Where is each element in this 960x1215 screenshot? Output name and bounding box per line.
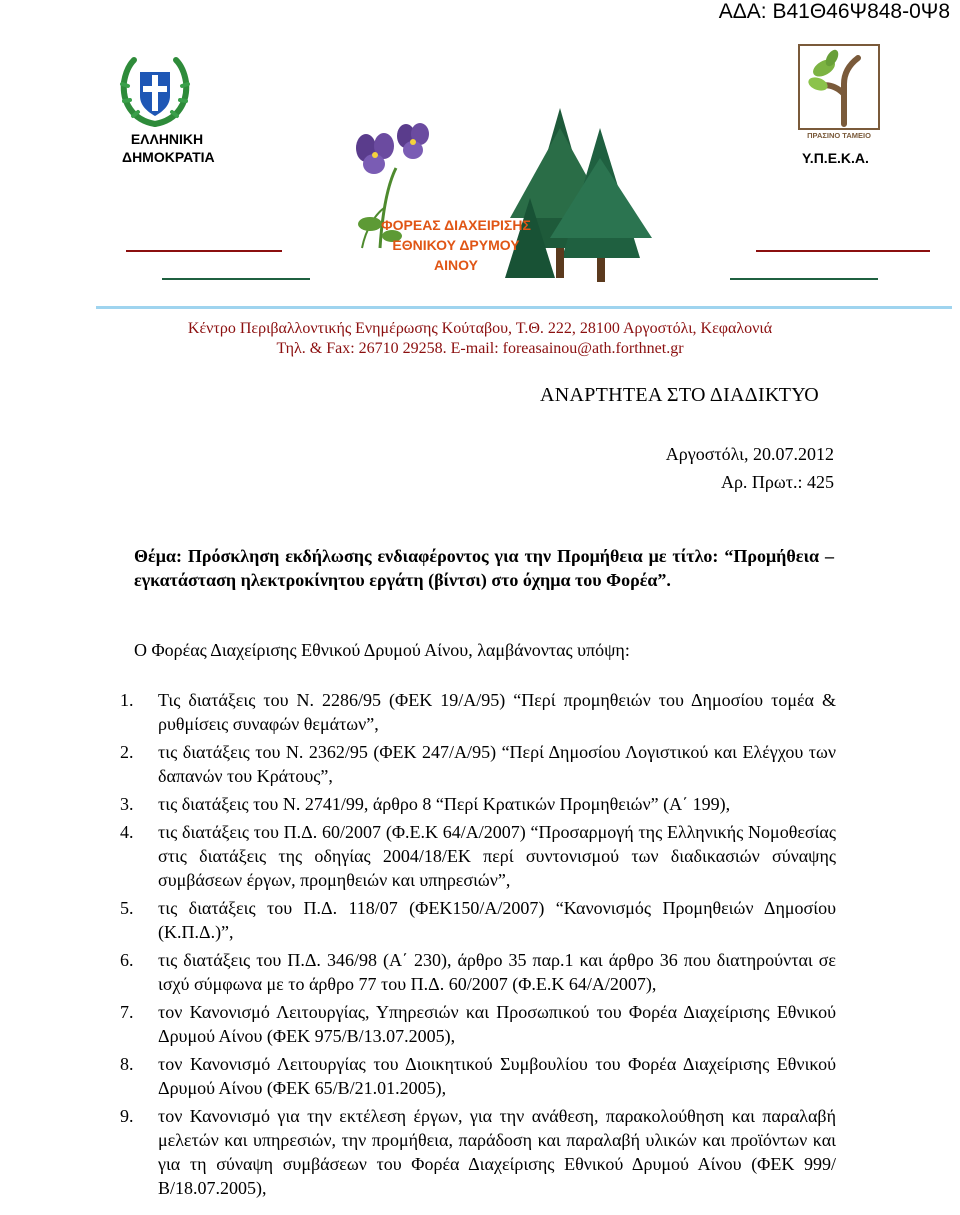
list-item-text: τις διατάξεις του Π.Δ. 118/07 (ΦΕΚ150/Α/2007) “Κανονισμός Προμηθειών Δημοσίου (Κ.Π.Δ.)”,	[158, 898, 836, 942]
list-item-text: τις διατάξεις του Π.Δ. 60/2007 (Φ.Ε.Κ 64/Α/2007) “Προσαρμογή της Ελληνικής Νομοθεσίας στις διατάξεις της οδηγίας 2004/18/ΕΚ περί συντονισμού των διαδικασιών σύναψης συμβάσεων έργων, προμηθειών και υπηρεσιών”,	[158, 822, 836, 890]
list-item	[120, 740, 836, 788]
list-item-text: Τις διατάξεις του Ν. 2286/95 (ΦΕΚ 19/Α/95) “Περί προμηθειών του Δημοσίου τομέα & ρυθμίσεις συναφών θεμάτων”,	[158, 690, 836, 734]
national-park-logo	[300, 98, 690, 292]
logo-title-line3: ΑΙΝΟΥ	[434, 257, 478, 273]
green-fund-logo	[798, 44, 880, 140]
republic-line1: ΕΛΛΗΝΙΚΗ	[130, 131, 204, 147]
list-item-number: 6.	[120, 950, 134, 970]
header-rule-left-bottom	[162, 278, 310, 280]
list-item-text: τις διατάξεις του Ν. 2362/95 (ΦΕΚ 247/Α/95) “Περί Δημοσίου Λογιστικού και Ελέγχου των δαπανών του Κράτους”,	[158, 742, 836, 786]
list-item-number: 8.	[120, 1054, 134, 1074]
ministry-label: Υ.Π.Ε.Κ.Α.	[802, 150, 869, 166]
list-item-text: τον Κανονισμό για την εκτέλεση έργων, για την ανάθεση, παρακολούθηση και παραλαβή μελετών και υπηρεσιών, την προμήθεια, παράδοση και παραλαβή υλικών και προϊόντων και για τη σύναψη συμβάσεων του Φορέα Διαχείρισης Εθνικού Δρυμού Αίνου (ΦΕΚ 999/Β/18.07.2005),	[158, 1106, 836, 1198]
list-item	[120, 792, 836, 816]
contact-address: Κέντρο Περιβαλλοντικής Ενημέρωσης Κούταβου, Τ.Θ. 222, 28100 Αργοστόλι, Κεφαλονιά	[187, 320, 773, 337]
posting-note: ΑΝΑΡΤΗΤΕΑ ΣΤΟ ΔΙΑΔΙΚΤΥΟ	[540, 384, 819, 406]
subject: Θέμα: Πρόσκληση εκδήλωσης ενδιαφέροντος για την Προμήθεια με τίτλο: “Προμήθεια – εγκατάσταση ηλεκτροκίνητου εργάτη (βίντσι) στο όχημα του Φορέα”.	[134, 546, 834, 590]
list-item	[120, 688, 836, 736]
logo-title-line2: ΕΘΝΙΚΟΥ ΔΡΥΜΟΥ	[392, 237, 520, 253]
list-item-number: 1.	[120, 690, 134, 710]
list-item	[120, 1000, 836, 1048]
header-rule-right-bottom	[730, 278, 878, 280]
list-item-number: 9.	[120, 1106, 134, 1126]
list-item-text: τις διατάξεις του Π.Δ. 346/98 (Α΄ 230), άρθρο 35 παρ.1 και άρθρο 36 που διατηρούνται σε ισχύ σύμφωνα με το άρθρο 77 του Π.Δ. 60/2007 (Φ.Ε.Κ 64/Α/2007),	[158, 950, 836, 994]
document-date: Αργοστόλι, 20.07.2012	[665, 444, 834, 464]
list-item	[120, 820, 836, 892]
list-item-number: 5.	[120, 898, 134, 918]
header-rule-right-top	[756, 250, 930, 252]
list-item-text: τον Κανονισμό Λειτουργίας, Υπηρεσιών και Προσωπικού του Φορέα Διαχείρισης Εθνικού Δρυμού Αίνου (ΦΕΚ 975/Β/13.07.2005),	[158, 1002, 836, 1046]
list-item-number: 4.	[120, 822, 134, 842]
green-fund-text: ΠΡΑΣΙΝΟ ΤΑΜΕΙΟ	[807, 131, 871, 140]
header-divider	[96, 306, 952, 309]
greek-emblem-icon	[118, 56, 192, 128]
header-rule-left-top	[126, 250, 282, 252]
list-item	[120, 1104, 836, 1200]
fir-trees-icon	[505, 108, 652, 282]
list-item-text: τις διατάξεις του Ν. 2741/99, άρθρο 8 “Περί Κρατικών Προμηθειών” (Α΄ 199),	[158, 794, 731, 814]
list-item-number: 2.	[120, 742, 134, 762]
list-item	[120, 896, 836, 944]
considerations-list	[120, 688, 836, 1204]
list-item	[120, 1052, 836, 1100]
list-item-number: 3.	[120, 794, 134, 814]
logo-title-line1: ΦΟΡΕΑΣ ΔΙΑΧΕΙΡΙΣΗΣ	[381, 217, 531, 233]
republic-line2: ΔΗΜΟΚΡΑΤΙΑ	[122, 149, 215, 165]
list-item-text: τον Κανονισμό Λειτουργίας του Διοικητικού Συμβουλίου του Φορέα Διαχείρισης Εθνικού Δρυμού Αίνου (ΦΕΚ 65/Β/21.01.2005),	[158, 1054, 836, 1098]
list-item-number: 7.	[120, 1002, 134, 1022]
contact-phone-email: Τηλ. & Fax: 26710 29258. E-mail: foreasainou@ath.forthnet.gr	[276, 340, 684, 357]
list-item	[120, 948, 836, 996]
ada-code: ΑΔΑ: Β41Θ46Ψ848-0Ψ8	[718, 0, 950, 23]
protocol-number: Αρ. Πρωτ.: 425	[720, 472, 834, 492]
republic-label	[122, 130, 215, 166]
intro-text: Ο Φορέας Διαχείρισης Εθνικού Δρυμού Αίνου, λαμβάνοντας υπόψη:	[134, 640, 630, 660]
